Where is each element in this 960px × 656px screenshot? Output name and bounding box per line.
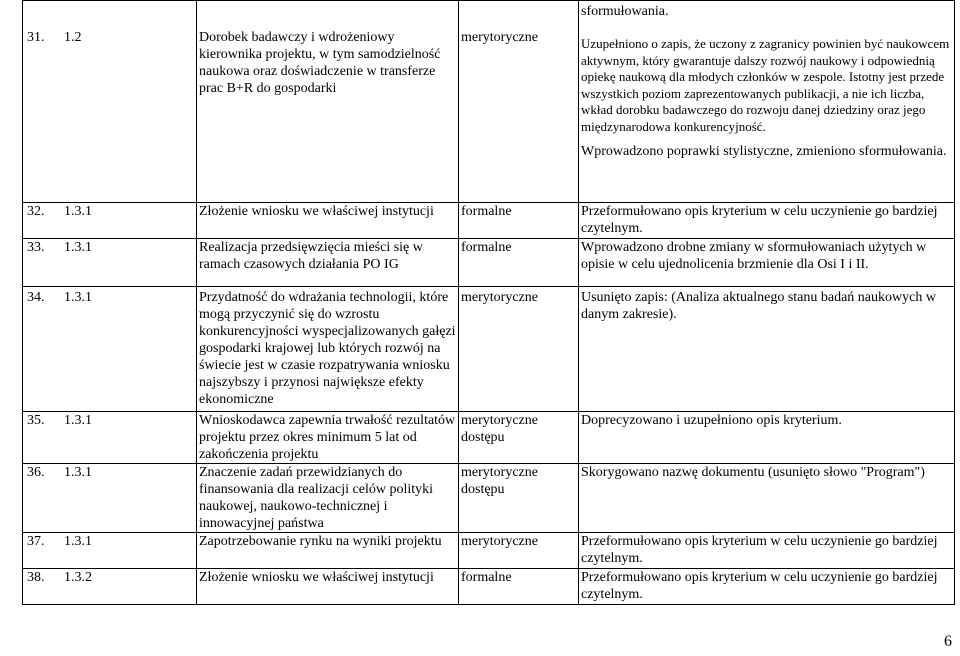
row-number-cell bbox=[23, 533, 197, 569]
criterion-type-cell bbox=[459, 203, 579, 239]
row-number: 34. bbox=[27, 290, 45, 305]
criterion-code: 1.3.1 bbox=[64, 240, 92, 255]
criterion-type: merytoryczne bbox=[461, 534, 538, 549]
row-number: 32. bbox=[27, 204, 45, 219]
change-description-cell bbox=[579, 412, 955, 464]
criterion-type: formalne bbox=[461, 204, 512, 219]
criterion-code: 1.3.1 bbox=[64, 465, 92, 480]
row-number-cell bbox=[23, 464, 197, 533]
criterion-name-cell bbox=[197, 287, 459, 412]
change-description-cell bbox=[579, 464, 955, 533]
page-number: 6 bbox=[944, 633, 952, 650]
row-number: 35. bbox=[27, 413, 45, 428]
criterion-name: Realizacja przedsięwzięcia mieści się w ramach czasowych działania PO IG bbox=[199, 240, 423, 272]
criterion-name: Złożenie wniosku we właściwej instytucji bbox=[199, 204, 434, 219]
row-number-cell bbox=[23, 239, 197, 287]
criterion-name: Zapotrzebowanie rynku na wyniki projektu bbox=[199, 534, 442, 549]
criterion-type-cell bbox=[459, 464, 579, 533]
criterion-name-cell bbox=[197, 464, 459, 533]
table-row bbox=[23, 412, 955, 464]
row-number: 36. bbox=[27, 465, 45, 480]
table-row bbox=[23, 287, 955, 412]
criterion-type: merytoryczne dostępu bbox=[461, 465, 538, 497]
change-description-cell bbox=[579, 239, 955, 287]
change-description: Przeformułowano opis kryterium w celu uczynienie go bardziej czytelnym. bbox=[581, 534, 938, 566]
criterion-type-cell bbox=[459, 287, 579, 412]
row-number-cell bbox=[23, 287, 197, 412]
row-number: 33. bbox=[27, 240, 45, 255]
criterion-name: Przydatność do wdrażania technologii, które mogą przyczynić się do wzrostu konkurencyjności wyspecjalizowanych gałęzi gospodarki krajowej lub których rozwój na świecie jest w czasie rozpatrywania wniosku najszybszy i przynosi największe efekty ekonomiczne bbox=[199, 290, 456, 407]
criterion-type-cell bbox=[459, 533, 579, 569]
table-row bbox=[23, 464, 955, 533]
table-row bbox=[23, 203, 955, 239]
change-description: Usunięto zapis: (Analiza aktualnego stanu badań naukowych w danym zakresie). bbox=[581, 290, 936, 322]
table-row bbox=[23, 569, 955, 605]
table-row bbox=[23, 533, 955, 569]
criterion-type: formalne bbox=[461, 240, 512, 255]
change-description-fragment: sformułowania. bbox=[581, 4, 669, 19]
change-description: Wprowadzono drobne zmiany w sformułowaniach użytych w opisie w celu ujednolicenia brzmienie dla Osi I i II. bbox=[581, 240, 927, 272]
criterion-name-cell bbox=[197, 203, 459, 239]
criterion-type: merytoryczne bbox=[461, 30, 538, 45]
criterion-name-cell bbox=[197, 569, 459, 605]
change-description-cell bbox=[579, 569, 955, 605]
criterion-name-cell bbox=[197, 239, 459, 287]
row-number: 31. bbox=[27, 30, 45, 45]
row-number: 37. bbox=[27, 534, 45, 549]
criterion-type-cell bbox=[459, 239, 579, 287]
row-number-cell bbox=[23, 412, 197, 464]
change-description: Przeformułowano opis kryterium w celu uczynienie go bardziej czytelnym. bbox=[581, 204, 938, 236]
criterion-type-cell bbox=[459, 569, 579, 605]
criterion-name: Wnioskodawca zapewnia trwałość rezultatów projektu przez okres minimum 5 lat od zakończenia projektu bbox=[199, 413, 456, 462]
table-row bbox=[23, 239, 955, 287]
table-row bbox=[23, 1, 955, 203]
change-description: Wprowadzono poprawki stylistyczne, zmieniono sformułowania. bbox=[581, 144, 947, 159]
criterion-type-cell bbox=[459, 1, 579, 203]
criterion-name: Złożenie wniosku we właściwej instytucji bbox=[199, 570, 434, 585]
criterion-name: Znaczenie zadań przewidzianych do finansowania dla realizacji celów polityki naukowej, naukowo-technicznej i innowacyjnej państwa bbox=[199, 465, 434, 531]
criterion-name-cell bbox=[197, 1, 459, 203]
row-number-cell bbox=[23, 569, 197, 605]
row-number: 38. bbox=[27, 570, 45, 585]
criterion-type: merytoryczne dostępu bbox=[461, 413, 538, 445]
change-description-cell bbox=[579, 203, 955, 239]
criterion-name: Dorobek badawczy i wdrożeniowy kierownika projektu, w tym samodzielność naukowa oraz doświadczenie w transferze prac B+R do gospodarki bbox=[199, 30, 441, 96]
criterion-code: 1.3.1 bbox=[64, 290, 92, 305]
change-description: Uzupełniono o zapis, że uczony z zagranicy powinien być naukowcem aktywnym, który gwarantuje dalszy rozwój naukowy i odpowiednią opiekę naukową dla młodych członków w zespole. Istotny jest przede wszystkich poziom zaprezentowanych publikacji, a nie ich liczba, wkład dorobku badawczego do rozwoju danej dziedziny oraz jego międzynarodowa konkurencyjność. bbox=[581, 36, 950, 134]
criterion-code: 1.3.1 bbox=[64, 204, 92, 219]
row-number-cell bbox=[23, 1, 197, 203]
row-number-cell bbox=[23, 203, 197, 239]
change-description-cell bbox=[579, 287, 955, 412]
criterion-code: 1.3.1 bbox=[64, 413, 92, 428]
change-description: Doprecyzowano i uzupełniono opis kryterium. bbox=[581, 413, 842, 428]
criterion-code: 1.3.1 bbox=[64, 534, 92, 549]
criterion-type-cell bbox=[459, 412, 579, 464]
criterion-name-cell bbox=[197, 412, 459, 464]
criterion-code: 1.2 bbox=[64, 30, 82, 45]
change-description: Przeformułowano opis kryterium w celu uczynienie go bardziej czytelnym. bbox=[581, 570, 938, 602]
criterion-type: formalne bbox=[461, 570, 512, 585]
change-description-cell bbox=[579, 1, 955, 203]
change-description: Skorygowano nazwę dokumentu (usunięto słowo "Program") bbox=[581, 465, 925, 480]
criterion-name-cell bbox=[197, 533, 459, 569]
criteria-table bbox=[22, 0, 955, 605]
criterion-type: merytoryczne bbox=[461, 290, 538, 305]
criterion-code: 1.3.2 bbox=[64, 570, 92, 585]
change-description-cell bbox=[579, 533, 955, 569]
